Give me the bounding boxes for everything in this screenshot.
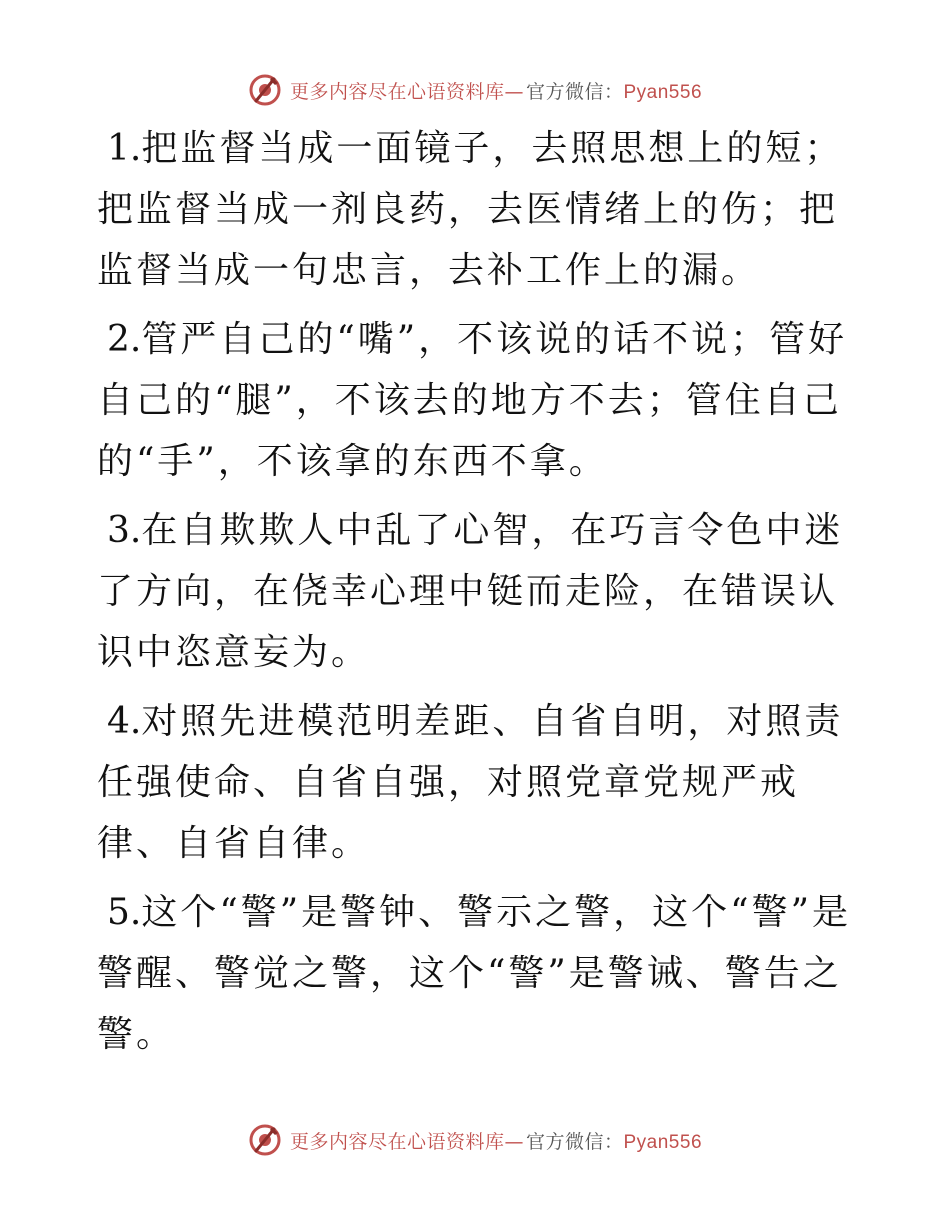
header-banner — [0, 70, 950, 110]
item-number: 1. — [107, 128, 142, 169]
item-number: 3. — [107, 510, 142, 551]
pen-logo-icon — [248, 73, 282, 107]
footer-wechat-label: 官方微信： — [525, 1130, 624, 1153]
item-text: 把监督当成一面镜子，去照思想上的短；把监督当成一剂良药，去医情绪上的伤；把监督当成一句忠言，去补工作上的漏。 — [97, 128, 844, 291]
item-text: 这个“警”是警钟、警示之警，这个“警”是警醒、警觉之警，这个“警”是警诫、警告之警。 — [97, 892, 851, 1055]
item-number: 5. — [107, 892, 142, 933]
header-text — [290, 77, 702, 104]
pen-logo-icon — [248, 1123, 282, 1157]
item-text: 管严自己的“嘴”，不该说的话不说；管好自己的“腿”，不该去的地方不去；管住自己的“手”，不该拿的东西不拿。 — [97, 319, 848, 482]
document-body — [97, 118, 857, 1073]
item-number: 2. — [107, 319, 142, 360]
footer-wechat-id: Pyan556 — [623, 1131, 703, 1153]
item-text: 在自欺欺人中乱了心智，在巧言令色中迷了方向，在侥幸心理中铤而走险，在错误认识中恣意妄为。 — [97, 510, 844, 673]
item-text: 对照先进模范明差距、自省自明，对照责任强使命、自省自强，对照党章党规严戒律、自省自律。 — [97, 701, 844, 864]
footer-site-text: 更多内容尽在心语资料库— — [289, 1130, 524, 1153]
list-item — [97, 309, 857, 492]
item-number: 4. — [107, 701, 142, 742]
list-item — [97, 118, 857, 301]
footer-text — [290, 1127, 702, 1154]
footer-banner — [0, 1120, 950, 1160]
list-item — [97, 500, 857, 683]
list-item — [97, 691, 857, 874]
list-item — [97, 882, 857, 1065]
header-wechat-label: 官方微信： — [525, 80, 624, 103]
header-wechat-id: Pyan556 — [623, 81, 703, 103]
header-site-text: 更多内容尽在心语资料库— — [289, 80, 524, 103]
